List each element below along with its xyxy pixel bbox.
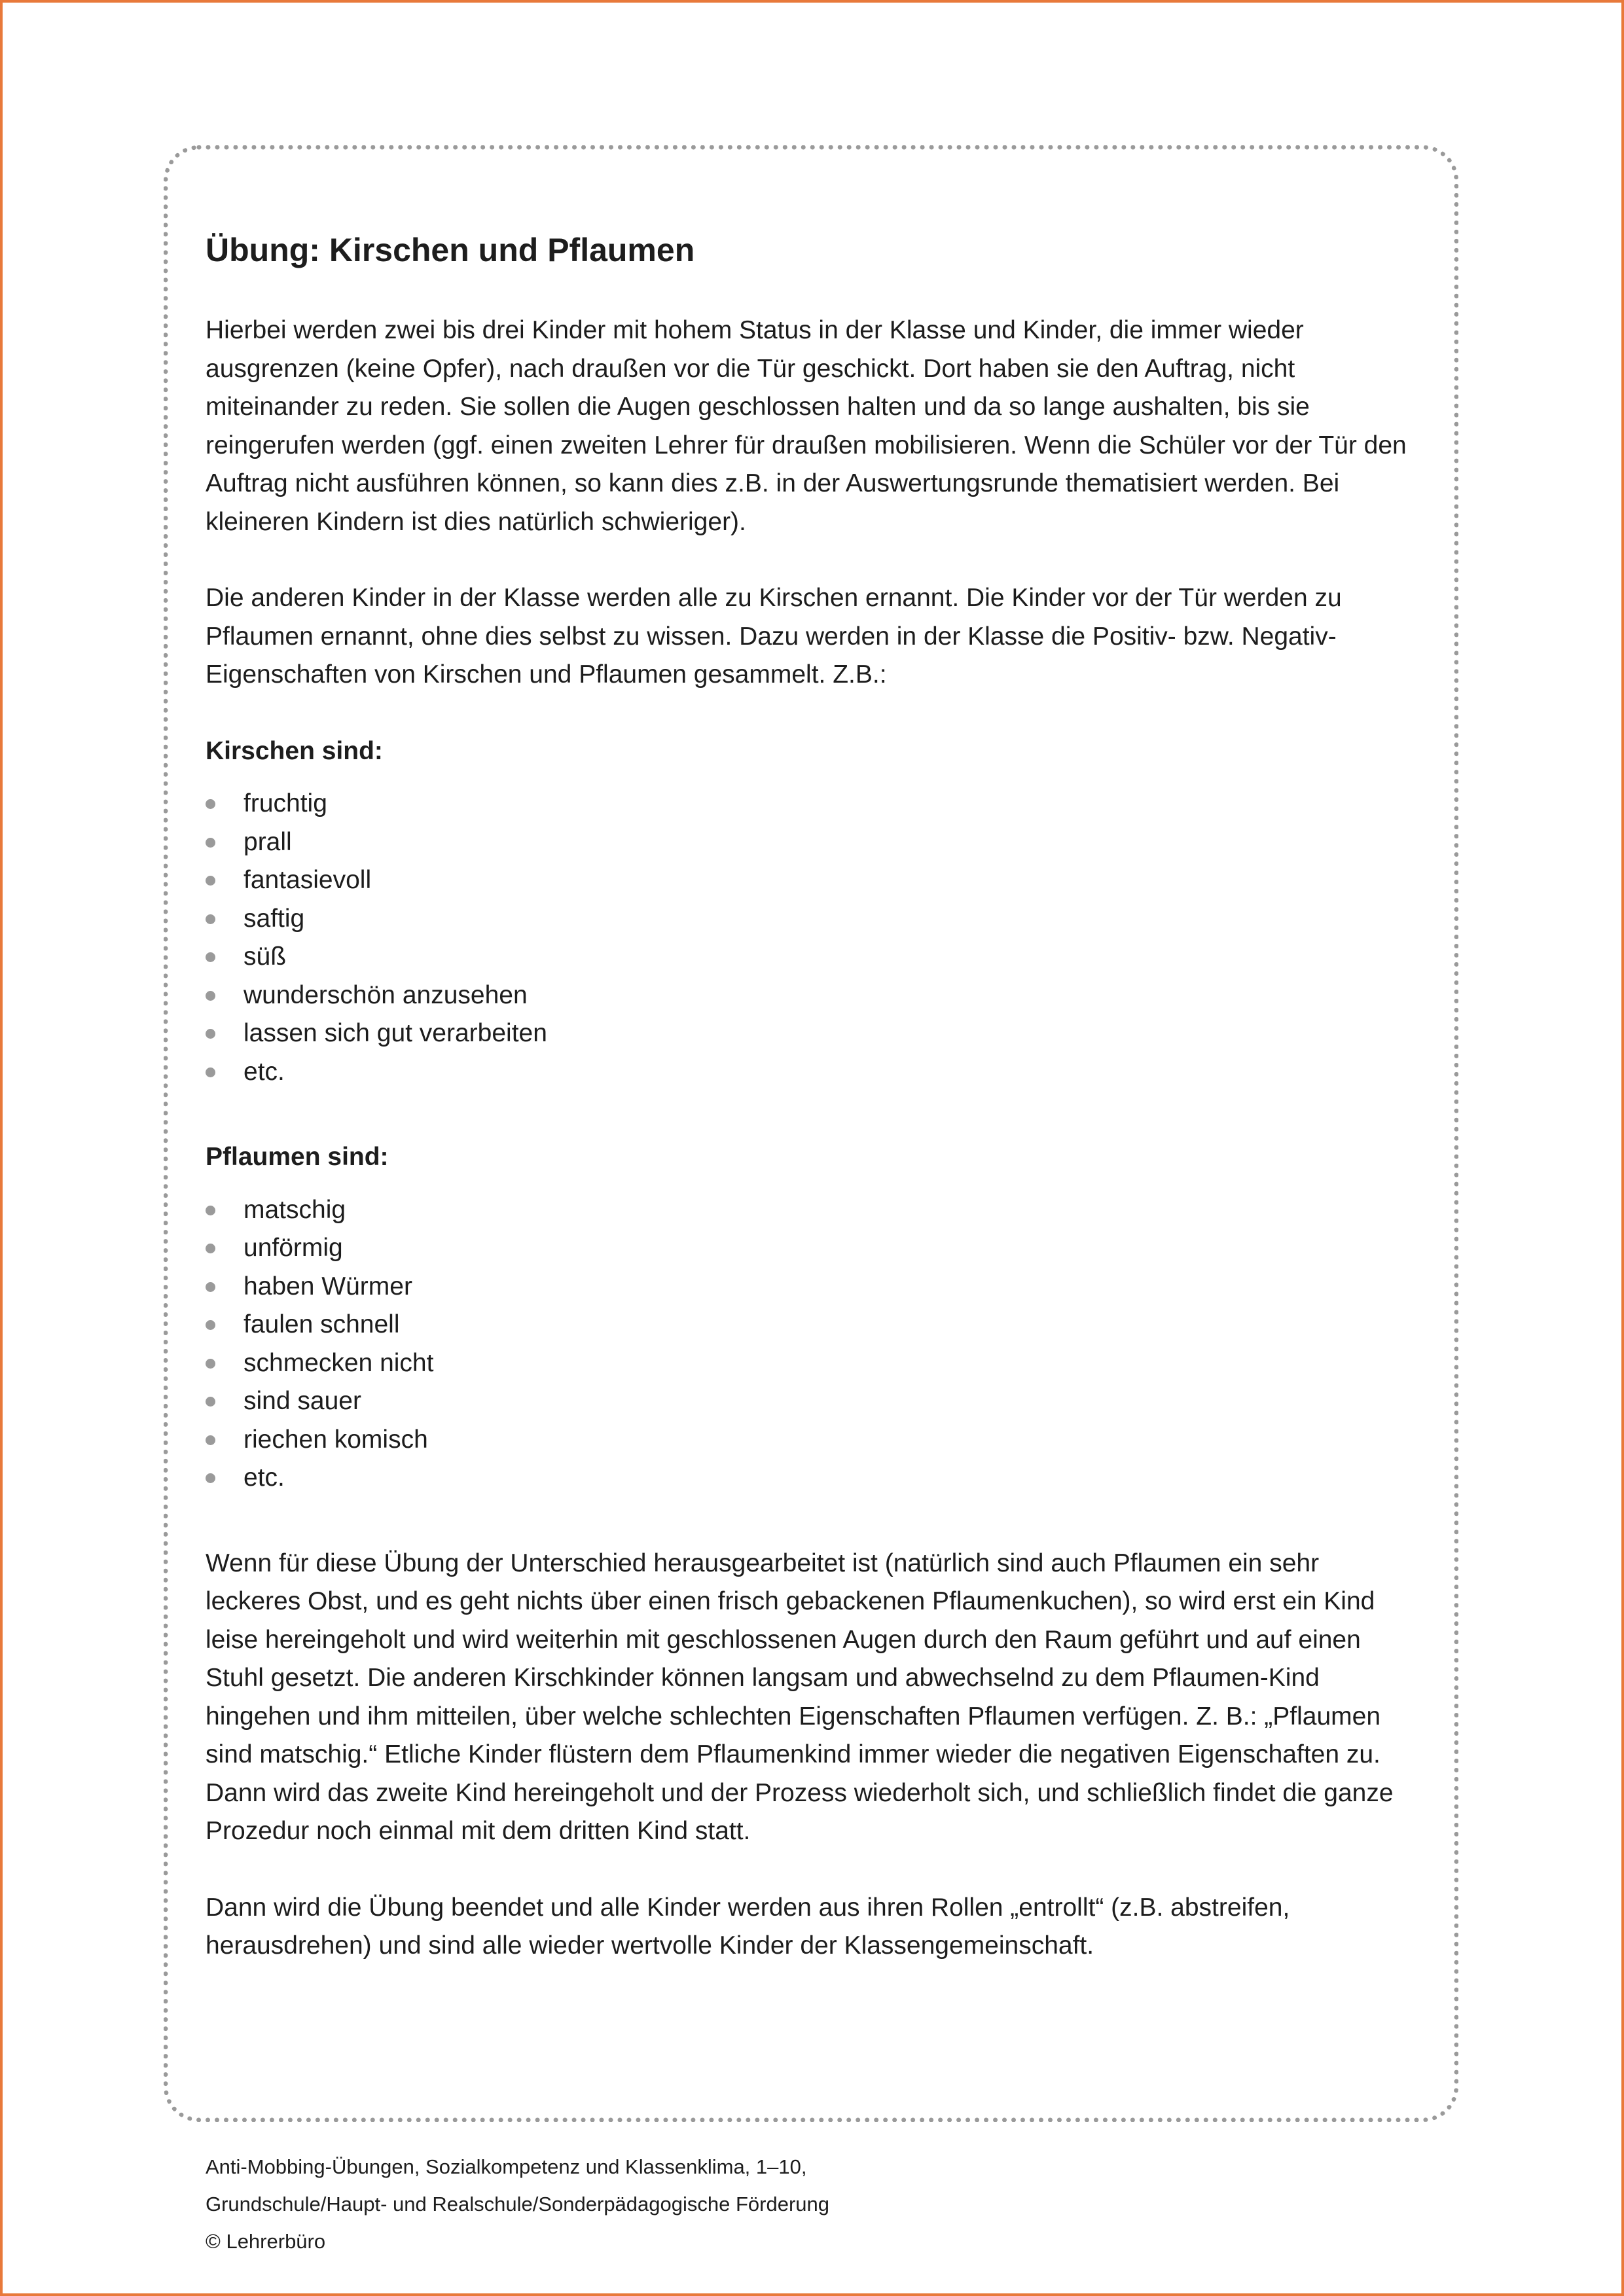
cherries-heading: Kirschen sind: bbox=[206, 736, 383, 765]
intro-paragraph-1: Hierbei werden zwei bis drei Kinder mit hohem Status in der Klasse und Kinder, die immer wieder ausgrenzen (keine Opfer), nach draußen vor die Tür geschickt. Dort haben sie den Auftrag, nicht miteinander zu reden. Sie sollen die Augen geschlossen halten und da so lange aushalten, bis sie reingerufen werden (ggf. einen zweiten Lehrer für draußen mobilisieren. Wenn die Schüler vor der Tür den Auftrag nicht ausführen können, so kann dies z.B. in der Auswertungsrunde thematisiert werden. Bei kleineren Kindern ist dies natürlich schwieriger). bbox=[206, 316, 1407, 536]
footer-line-1: Anti-Mobbing-Übungen, Sozialkompetenz und Klassenklima, 1–10, bbox=[206, 2155, 807, 2178]
bullet-icon bbox=[206, 1067, 215, 1077]
cherries-list bbox=[206, 785, 1416, 1091]
footer-line-2: Grundschule/Haupt- und Realschule/Sonderpädagogische Förderung bbox=[206, 2193, 830, 2215]
list-item: unförmig bbox=[206, 1229, 1416, 1268]
bullet-icon bbox=[206, 1397, 215, 1407]
bullet-icon bbox=[206, 838, 215, 848]
closing-paragraph-1: Wenn für diese Übung der Unterschied herausgearbeitet ist (natürlich sind auch Pflaumen ein sehr leckeres Obst, und es geht nichts über einen frisch gebackenen Pflaumenkuchen), so wird erst ein Kind leise hereingeholt und wird weiterhin mit geschlossenen Augen durch den Raum geführt und auf einen Stuhl gesetzt. Die anderen Kirschkinder können langsam und abwechselnd zu dem Pflaumen-Kind hingehen und ihm mitteilen, über welche schlechten Eigenschaften Pflaumen verfügen. Z. B.: „Pflaumen sind matschig.“ Etliche Kinder flüstern dem Pflaumenkind immer wieder die negativen Eigenschaften zu. Dann wird das zweite Kind hereingeholt und der Prozess wiederholt sich, und schließlich findet die ganze Prozedur noch einmal mit dem dritten Kind statt. bbox=[206, 1549, 1394, 1845]
bullet-icon bbox=[206, 952, 215, 962]
list-item: sind sauer bbox=[206, 1382, 1416, 1421]
list-item: fantasievoll bbox=[206, 861, 1416, 900]
bullet-icon bbox=[206, 799, 215, 809]
bullet-icon bbox=[206, 876, 215, 886]
list-item: prall bbox=[206, 823, 1416, 862]
list-item: matschig bbox=[206, 1191, 1416, 1230]
list-item: etc. bbox=[206, 1053, 1416, 1092]
bullet-icon bbox=[206, 1029, 215, 1039]
list-item: lassen sich gut verarbeiten bbox=[206, 1014, 1416, 1053]
list-item: faulen schnell bbox=[206, 1306, 1416, 1344]
bullet-icon bbox=[206, 1244, 215, 1253]
bullet-icon bbox=[206, 1359, 215, 1369]
plums-heading: Pflaumen sind: bbox=[206, 1143, 389, 1171]
footer-credits bbox=[206, 2148, 1449, 2260]
page-title: Übung: Kirschen und Pflaumen bbox=[206, 232, 695, 268]
exercise-content bbox=[206, 226, 1416, 2003]
bullet-icon bbox=[206, 1473, 215, 1483]
list-item: etc. bbox=[206, 1459, 1416, 1498]
bullet-icon bbox=[206, 1206, 215, 1215]
list-item: schmecken nicht bbox=[206, 1344, 1416, 1383]
plums-list bbox=[206, 1191, 1416, 1498]
footer-copyright: © Lehrerbüro bbox=[206, 2230, 326, 2253]
bullet-icon bbox=[206, 1435, 215, 1445]
list-item: fruchtig bbox=[206, 785, 1416, 823]
bullet-icon bbox=[206, 991, 215, 1001]
list-item: riechen komisch bbox=[206, 1421, 1416, 1460]
list-item: süß bbox=[206, 938, 1416, 977]
list-item: haben Würmer bbox=[206, 1268, 1416, 1306]
closing-paragraph-2: Dann wird die Übung beendet und alle Kinder werden aus ihren Rollen „entrollt“ (z.B. abstreifen, herausdrehen) und sind alle wieder wertvolle Kinder der Klassengemeinschaft. bbox=[206, 1893, 1290, 1960]
intro-paragraph-2: Die anderen Kinder in der Klasse werden alle zu Kirschen ernannt. Die Kinder vor der Tür werden zu Pflaumen ernannt, ohne dies selbst zu wissen. Dazu werden in der Klasse die Positiv- bzw. Negativ-Eigenschaften von Kirschen und Pflaumen gesammelt. Z.B.: bbox=[206, 584, 1342, 689]
bullet-icon bbox=[206, 1282, 215, 1292]
bullet-icon bbox=[206, 914, 215, 924]
bullet-icon bbox=[206, 1320, 215, 1330]
list-item: saftig bbox=[206, 900, 1416, 939]
list-item: wunderschön anzusehen bbox=[206, 977, 1416, 1015]
